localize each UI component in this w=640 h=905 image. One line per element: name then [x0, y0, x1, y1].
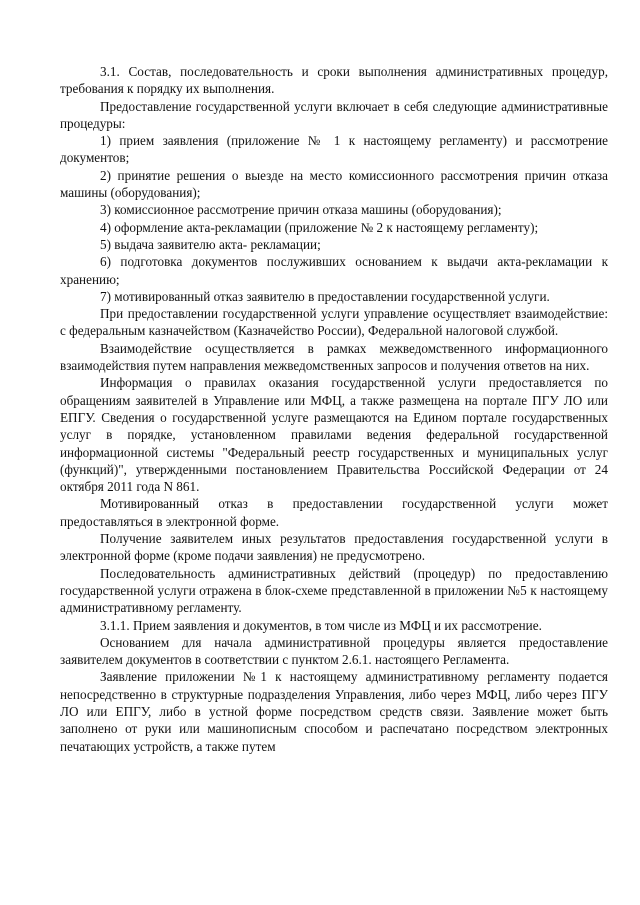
list-item-6: 6) подготовка документов послуживших основанием к выдачи акта-рекламации к хранению; — [60, 254, 608, 287]
list-item-2: 2) принятие решения о выезде на место комиссионного рассмотрения причин отказа машины (оборудования); — [60, 167, 608, 201]
paragraph-interaction: При предоставлении государственной услуги управление осуществляет взаимодействие: с федеральным казначейством (Казначейство России), Федеральной налоговой службой. — [60, 306, 608, 339]
paragraph-basis: Основанием для начала административной процедуры является предоставление заявителем документов в соответствии с пунктом 2.6.1. настоящего Регламента. — [60, 634, 608, 668]
list-item-5: 5) выдача заявителю акта- рекламации; — [100, 236, 321, 252]
paragraph-procedures-intro: Предоставление государственной услуги включает в себя следующие административные процедуры: — [60, 98, 608, 131]
paragraph-interaction-framework: Взаимодействие осуществляется в рамках межведомственного информационного взаимодействия путем направления межведомственных запросов и получения ответов на них. — [60, 340, 608, 374]
paragraph-section-3-1-1-heading: 3.1.1. Прием заявления и документов, в том числе из МФЦ и их рассмотрение. — [100, 617, 542, 633]
list-item-7: 7) мотивированный отказ заявителю в предоставлении государственной услуги. — [100, 288, 550, 304]
list-item-4: 4) оформление акта-рекламации (приложение № 2 к настоящему регламенту); — [100, 219, 539, 235]
list-item-1: 1) прием заявления (приложение № 1 к настоящему регламенту) и рассмотрение документов; — [60, 133, 608, 166]
list-item-3: 3) комиссионное рассмотрение причин отказа машины (оборудования); — [100, 202, 502, 218]
paragraph-electronic-results: Получение заявителем иных результатов предоставления государственной услуги в электронной форме (кроме подачи заявления) не предусмотрено. — [60, 531, 608, 564]
document-body — [60, 63, 608, 755]
paragraph-sequence: Последовательность административных действий (процедур) по предоставлению государственной услуги отражена в блок-схеме представленной в приложении №5 к настоящему административному регламенту. — [60, 565, 608, 616]
paragraph-electronic-refusal: Мотивированный отказ в предоставлении государственной услуги может предоставляться в электронной форме. — [60, 496, 608, 529]
paragraph-application-submission: Заявление приложении №1 к настоящему административному регламенту подается непосредственно в структурные подразделения Управления, либо через МФЦ, либо через ПГУ ЛО или ЕПГУ, либо в устной форме посредством средств связи. Заявление может быть заполнено от руки или машинописным способом и распечатано посредством электронных печатающих устройств, а также путем — [60, 669, 608, 754]
paragraph-section-3-1-heading: 3.1. Состав, последовательность и сроки выполнения административных процедур, требования к порядку их выполнения. — [60, 64, 608, 97]
paragraph-information-rules: Информация о правилах оказания государственной услуги предоставляется по обращениям заявителей в Управление или МФЦ, а также размещена на портале ПГУ ЛО или ЕПГУ. Сведения о государственной услуге размещаются на Едином портале государственных услуг в порядке, установленном правилами ведения федеральной государственной информационной системы "Федеральный реестр государственных и муниципальных услуг (функций)", утвержденными постановлением Правительства Российской Федерации от 24 октября 2011 года N 861. — [60, 375, 608, 495]
